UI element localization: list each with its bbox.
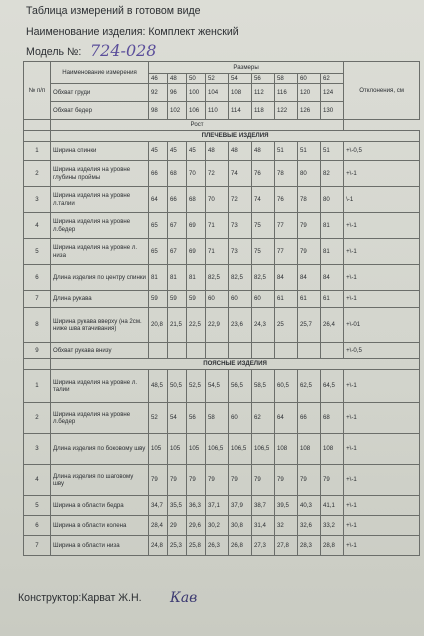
measurement-value: 79 bbox=[206, 465, 229, 496]
measurement-value: 35,5 bbox=[168, 496, 187, 516]
measurement-value: 77 bbox=[275, 213, 298, 239]
measurement-name: Длина изделия по боковому шву bbox=[51, 434, 149, 465]
measurement-value: 82 bbox=[321, 161, 344, 187]
measurement-value: 79 bbox=[321, 465, 344, 496]
row-number: 6 bbox=[24, 516, 51, 536]
measurement-value: 102 bbox=[168, 102, 187, 120]
table-row bbox=[24, 213, 420, 239]
document-title: Таблица измерений в готовом виде bbox=[26, 5, 201, 17]
measurement-value: 32,6 bbox=[298, 516, 321, 536]
table-row bbox=[24, 308, 420, 343]
size-header: 52 bbox=[206, 74, 229, 84]
tolerance-value: +\-1 bbox=[344, 213, 420, 239]
measurement-value: 25,3 bbox=[168, 536, 187, 556]
tolerance-value: +\-1 bbox=[344, 465, 420, 496]
measurement-value: 34,7 bbox=[149, 496, 168, 516]
table-row bbox=[24, 359, 420, 370]
measurement-value: 24,3 bbox=[252, 308, 275, 343]
measurement-value: 82,5 bbox=[252, 265, 275, 291]
size-header: 46 bbox=[149, 74, 168, 84]
measurement-value: 79 bbox=[187, 465, 206, 496]
measurement-table bbox=[23, 61, 420, 556]
measurement-value: 98 bbox=[149, 102, 168, 120]
measurement-name: Ширина изделия на уровне л.талии bbox=[51, 187, 149, 213]
col-header-tolerance: Отклонения, см bbox=[344, 62, 420, 120]
measurement-value: 20,8 bbox=[149, 308, 168, 343]
measurement-value: 30,2 bbox=[206, 516, 229, 536]
measurement-value: 66 bbox=[168, 187, 187, 213]
measurement-value: 81 bbox=[149, 265, 168, 291]
measurement-value: 61 bbox=[275, 291, 298, 308]
measurement-value: 64,5 bbox=[321, 370, 344, 403]
measurement-value: 48 bbox=[206, 142, 229, 161]
measurement-value: 79 bbox=[229, 465, 252, 496]
table-row bbox=[24, 265, 420, 291]
measurement-value: 105 bbox=[168, 434, 187, 465]
measurement-value: 105 bbox=[149, 434, 168, 465]
measurement-value: 81 bbox=[187, 265, 206, 291]
measurement-value: 45 bbox=[149, 142, 168, 161]
empty-cell bbox=[24, 120, 51, 131]
measurement-value: 52 bbox=[149, 403, 168, 434]
measurement-name: Длина изделия по центру спинки bbox=[51, 265, 149, 291]
measurement-value: 120 bbox=[298, 84, 321, 102]
row-number: 8 bbox=[24, 308, 51, 343]
measurement-value: 62,5 bbox=[298, 370, 321, 403]
measurement-value: 54 bbox=[168, 403, 187, 434]
measurement-value: 78 bbox=[275, 161, 298, 187]
measurement-value: 81 bbox=[321, 239, 344, 265]
measurement-value: 71 bbox=[206, 213, 229, 239]
measurement-value: 112 bbox=[252, 84, 275, 102]
measurement-value: 79 bbox=[298, 213, 321, 239]
size-header: 58 bbox=[275, 74, 298, 84]
row-number: 5 bbox=[24, 239, 51, 265]
row-number: 1 bbox=[24, 370, 51, 403]
tolerance-value: +\-1 bbox=[344, 291, 420, 308]
col-header-sizes: Размеры bbox=[149, 62, 344, 74]
measurement-value: 59 bbox=[187, 291, 206, 308]
measurement-value: 27,8 bbox=[275, 536, 298, 556]
measurement-value: 33,2 bbox=[321, 516, 344, 536]
measurement-value: 100 bbox=[187, 84, 206, 102]
measurement-value: 84 bbox=[321, 265, 344, 291]
measurement-value: 108 bbox=[321, 434, 344, 465]
measurement-value: 60 bbox=[206, 291, 229, 308]
measurement-value: 48 bbox=[252, 142, 275, 161]
row-number: 2 bbox=[24, 161, 51, 187]
measurement-value bbox=[149, 343, 168, 359]
measurement-value: 50,5 bbox=[168, 370, 187, 403]
measurement-value: 66 bbox=[298, 403, 321, 434]
measurement-value: 80 bbox=[298, 161, 321, 187]
size-header: 54 bbox=[229, 74, 252, 84]
measurement-value bbox=[275, 343, 298, 359]
tolerance-value: +\-1 bbox=[344, 516, 420, 536]
measurement-value: 60 bbox=[252, 291, 275, 308]
table-row bbox=[24, 343, 420, 359]
measurement-value: 79 bbox=[168, 465, 187, 496]
measurement-value: 70 bbox=[187, 161, 206, 187]
measurement-value: 36,3 bbox=[187, 496, 206, 516]
measurement-value: 108 bbox=[275, 434, 298, 465]
measurement-value bbox=[229, 343, 252, 359]
handwritten-signature: Кав bbox=[170, 590, 198, 606]
measurement-value: 59 bbox=[168, 291, 187, 308]
measurement-value: 56 bbox=[187, 403, 206, 434]
measurement-value: 48 bbox=[229, 142, 252, 161]
size-header: 48 bbox=[168, 74, 187, 84]
table-row bbox=[24, 516, 420, 536]
table-row bbox=[24, 496, 420, 516]
measurement-name: Ширина рукава вверху (на 2см. ниже шва втачивания) bbox=[51, 308, 149, 343]
measurement-value: 65 bbox=[149, 213, 168, 239]
row-number: 7 bbox=[24, 291, 51, 308]
measurement-value: 118 bbox=[252, 102, 275, 120]
measurement-value: 130 bbox=[321, 102, 344, 120]
measurement-value: 82,5 bbox=[206, 265, 229, 291]
measurement-value: 58,5 bbox=[252, 370, 275, 403]
measurement-value: 81 bbox=[321, 213, 344, 239]
row-number: 1 bbox=[24, 142, 51, 161]
measurement-value: 67 bbox=[168, 213, 187, 239]
measurement-value bbox=[321, 343, 344, 359]
measurement-value: 51 bbox=[321, 142, 344, 161]
measurement-value: 31,4 bbox=[252, 516, 275, 536]
row-number: 2 bbox=[24, 403, 51, 434]
measurement-value bbox=[298, 343, 321, 359]
measurement-value: 59 bbox=[149, 291, 168, 308]
measurement-value: 60 bbox=[229, 403, 252, 434]
measurement-value: 25,8 bbox=[187, 536, 206, 556]
measurement-name: Обхват рукава внизу bbox=[51, 343, 149, 359]
measurement-value: 26,8 bbox=[229, 536, 252, 556]
measurement-value: 45 bbox=[187, 142, 206, 161]
tolerance-value: \-1 bbox=[344, 187, 420, 213]
measurement-name: Ширина в области низа bbox=[51, 536, 149, 556]
measurement-value: 110 bbox=[206, 102, 229, 120]
measurement-value: 92 bbox=[149, 84, 168, 102]
measurement-value: 37,9 bbox=[229, 496, 252, 516]
tolerance-value: +\-1 bbox=[344, 403, 420, 434]
measurement-value: 41,1 bbox=[321, 496, 344, 516]
measurement-value: 39,5 bbox=[275, 496, 298, 516]
measurement-value: 69 bbox=[187, 213, 206, 239]
measurement-value: 79 bbox=[149, 465, 168, 496]
table-row bbox=[24, 142, 420, 161]
measurement-value: 23,6 bbox=[229, 308, 252, 343]
measurement-value: 116 bbox=[275, 84, 298, 102]
tolerance-value: +\-1 bbox=[344, 370, 420, 403]
col-header-number: № п/п bbox=[24, 62, 51, 120]
tolerance-value: +\-1 bbox=[344, 265, 420, 291]
measurement-value: 25,7 bbox=[298, 308, 321, 343]
size-header: 56 bbox=[252, 74, 275, 84]
measurement-name: Ширина в области колена bbox=[51, 516, 149, 536]
measurement-value bbox=[252, 343, 275, 359]
measurement-name: Ширина изделия на уровне л. талии bbox=[51, 370, 149, 403]
row-number: 4 bbox=[24, 465, 51, 496]
measurement-value: 61 bbox=[321, 291, 344, 308]
measurement-value: 76 bbox=[275, 187, 298, 213]
height-label: Рост bbox=[51, 120, 344, 131]
measurement-value: 106,5 bbox=[252, 434, 275, 465]
measurement-value: 29,6 bbox=[187, 516, 206, 536]
table-row bbox=[24, 161, 420, 187]
table-row bbox=[24, 403, 420, 434]
measurement-value: 75 bbox=[252, 239, 275, 265]
measurement-value: 38,7 bbox=[252, 496, 275, 516]
model-number-handwritten: 724-028 bbox=[90, 41, 157, 60]
measurement-value: 106,5 bbox=[229, 434, 252, 465]
measurement-value bbox=[187, 343, 206, 359]
measurement-value: 108 bbox=[229, 84, 252, 102]
measurement-value: 54,5 bbox=[206, 370, 229, 403]
measurement-value: 68 bbox=[168, 161, 187, 187]
measurement-value: 60 bbox=[229, 291, 252, 308]
table-row bbox=[24, 239, 420, 265]
measurement-value bbox=[168, 343, 187, 359]
measurement-value: 64 bbox=[149, 187, 168, 213]
measurement-value: 75 bbox=[252, 213, 275, 239]
measurement-value: 96 bbox=[168, 84, 187, 102]
measurement-name: Ширина изделия на уровне л. низа bbox=[51, 239, 149, 265]
measurement-value: 28,4 bbox=[149, 516, 168, 536]
measurement-value: 24,8 bbox=[149, 536, 168, 556]
measurement-value: 67 bbox=[168, 239, 187, 265]
measurement-value: 22,9 bbox=[206, 308, 229, 343]
measurement-value: 65 bbox=[149, 239, 168, 265]
measurement-value: 122 bbox=[275, 102, 298, 120]
row-number: 3 bbox=[24, 434, 51, 465]
measurement-value: 108 bbox=[298, 434, 321, 465]
measurement-name: Ширина изделия на уровне л.бедер bbox=[51, 403, 149, 434]
measurement-value: 45 bbox=[168, 142, 187, 161]
measurement-value: 69 bbox=[187, 239, 206, 265]
measurement-value: 78 bbox=[298, 187, 321, 213]
measurement-value bbox=[206, 343, 229, 359]
measurement-value: 106 bbox=[187, 102, 206, 120]
measurement-value: 40,3 bbox=[298, 496, 321, 516]
measurement-value: 21,5 bbox=[168, 308, 187, 343]
measurement-value: 52,5 bbox=[187, 370, 206, 403]
tolerance-value: +\-1 bbox=[344, 161, 420, 187]
measurement-value: 32 bbox=[275, 516, 298, 536]
tolerance-value: +\-01 bbox=[344, 308, 420, 343]
row-number: 9 bbox=[24, 343, 51, 359]
measurement-value: 104 bbox=[206, 84, 229, 102]
tolerance-value: +\-1 bbox=[344, 536, 420, 556]
measurement-value: 71 bbox=[206, 239, 229, 265]
row-number: 4 bbox=[24, 213, 51, 239]
measurement-value: 26,4 bbox=[321, 308, 344, 343]
measurement-name: Обхват бедер bbox=[51, 102, 149, 120]
table-row bbox=[24, 370, 420, 403]
measurement-value: 28,8 bbox=[321, 536, 344, 556]
table-row bbox=[24, 187, 420, 213]
table-row bbox=[24, 536, 420, 556]
measurement-value: 106,5 bbox=[206, 434, 229, 465]
measurement-value: 126 bbox=[298, 102, 321, 120]
measurement-value: 79 bbox=[252, 465, 275, 496]
tolerance-value: +\-1 bbox=[344, 239, 420, 265]
empty-cell bbox=[24, 131, 51, 142]
measurement-value: 81 bbox=[168, 265, 187, 291]
measurement-value: 114 bbox=[229, 102, 252, 120]
tolerance-value: +\-0,5 bbox=[344, 343, 420, 359]
measurement-value: 66 bbox=[149, 161, 168, 187]
measurement-value: 73 bbox=[229, 213, 252, 239]
measurement-value: 84 bbox=[298, 265, 321, 291]
designer-signature-label: Конструктор:Карват Ж.Н. bbox=[18, 592, 142, 604]
measurement-value: 84 bbox=[275, 265, 298, 291]
tolerance-value: +\-0,5 bbox=[344, 142, 420, 161]
measurement-value: 77 bbox=[275, 239, 298, 265]
measurement-value: 105 bbox=[187, 434, 206, 465]
measurement-value: 72 bbox=[206, 161, 229, 187]
table-row bbox=[24, 131, 420, 142]
measurement-value: 124 bbox=[321, 84, 344, 102]
measurement-value: 76 bbox=[252, 161, 275, 187]
empty-cell bbox=[24, 359, 51, 370]
measurement-value: 70 bbox=[206, 187, 229, 213]
measurement-value: 48,5 bbox=[149, 370, 168, 403]
size-header: 62 bbox=[321, 74, 344, 84]
measurement-value: 62 bbox=[252, 403, 275, 434]
col-header-measurement: Наименование измерения bbox=[51, 62, 149, 84]
measurement-value: 68 bbox=[187, 187, 206, 213]
measurement-value: 51 bbox=[298, 142, 321, 161]
measurement-value: 28,3 bbox=[298, 536, 321, 556]
measurement-name: Ширина изделия на уровне л.бедер bbox=[51, 213, 149, 239]
measurement-name: Ширина изделия на уровне глубины проймы bbox=[51, 161, 149, 187]
measurement-value: 80 bbox=[321, 187, 344, 213]
measurement-value: 56,5 bbox=[229, 370, 252, 403]
size-header: 60 bbox=[298, 74, 321, 84]
measurement-name: Ширина в области бедра bbox=[51, 496, 149, 516]
measurement-value: 26,3 bbox=[206, 536, 229, 556]
measurement-value: 29 bbox=[168, 516, 187, 536]
model-label: Модель №: bbox=[26, 46, 82, 58]
tolerance-value: +\-1 bbox=[344, 496, 420, 516]
product-name: Наименование изделия: Комплект женский bbox=[26, 26, 239, 38]
table-row bbox=[24, 291, 420, 308]
row-number: 3 bbox=[24, 187, 51, 213]
section-shoulder-items: ПЛЕЧЕВЫЕ ИЗДЕЛИЯ bbox=[51, 131, 420, 142]
table-row bbox=[24, 465, 420, 496]
measurement-value: 61 bbox=[298, 291, 321, 308]
measurement-value: 64 bbox=[275, 403, 298, 434]
measurement-value: 51 bbox=[275, 142, 298, 161]
measurement-value: 60,5 bbox=[275, 370, 298, 403]
measurement-value: 27,3 bbox=[252, 536, 275, 556]
measurement-value: 79 bbox=[275, 465, 298, 496]
measurement-value: 73 bbox=[229, 239, 252, 265]
size-header: 50 bbox=[187, 74, 206, 84]
measurement-value: 74 bbox=[252, 187, 275, 213]
measurement-value: 58 bbox=[206, 403, 229, 434]
measurement-name: Ширина спинки bbox=[51, 142, 149, 161]
measurement-name: Длина изделия по шаговому шву bbox=[51, 465, 149, 496]
measurement-name: Длина рукава bbox=[51, 291, 149, 308]
row-number: 5 bbox=[24, 496, 51, 516]
table-row bbox=[24, 120, 420, 131]
measurement-value: 37,1 bbox=[206, 496, 229, 516]
measurement-value: 72 bbox=[229, 187, 252, 213]
measurement-value: 79 bbox=[298, 239, 321, 265]
measurement-value: 68 bbox=[321, 403, 344, 434]
measurement-value: 25 bbox=[275, 308, 298, 343]
measurement-value: 79 bbox=[298, 465, 321, 496]
table-row bbox=[24, 434, 420, 465]
measurement-value: 30,8 bbox=[229, 516, 252, 536]
section-waist-items: ПОЯСНЫЕ ИЗДЕЛИЯ bbox=[51, 359, 420, 370]
tolerance-value: +\-1 bbox=[344, 434, 420, 465]
measurement-name: Обхват груди bbox=[51, 84, 149, 102]
row-number: 7 bbox=[24, 536, 51, 556]
measurement-value: 82,5 bbox=[229, 265, 252, 291]
row-number: 6 bbox=[24, 265, 51, 291]
measurement-value: 74 bbox=[229, 161, 252, 187]
measurement-value: 22,5 bbox=[187, 308, 206, 343]
